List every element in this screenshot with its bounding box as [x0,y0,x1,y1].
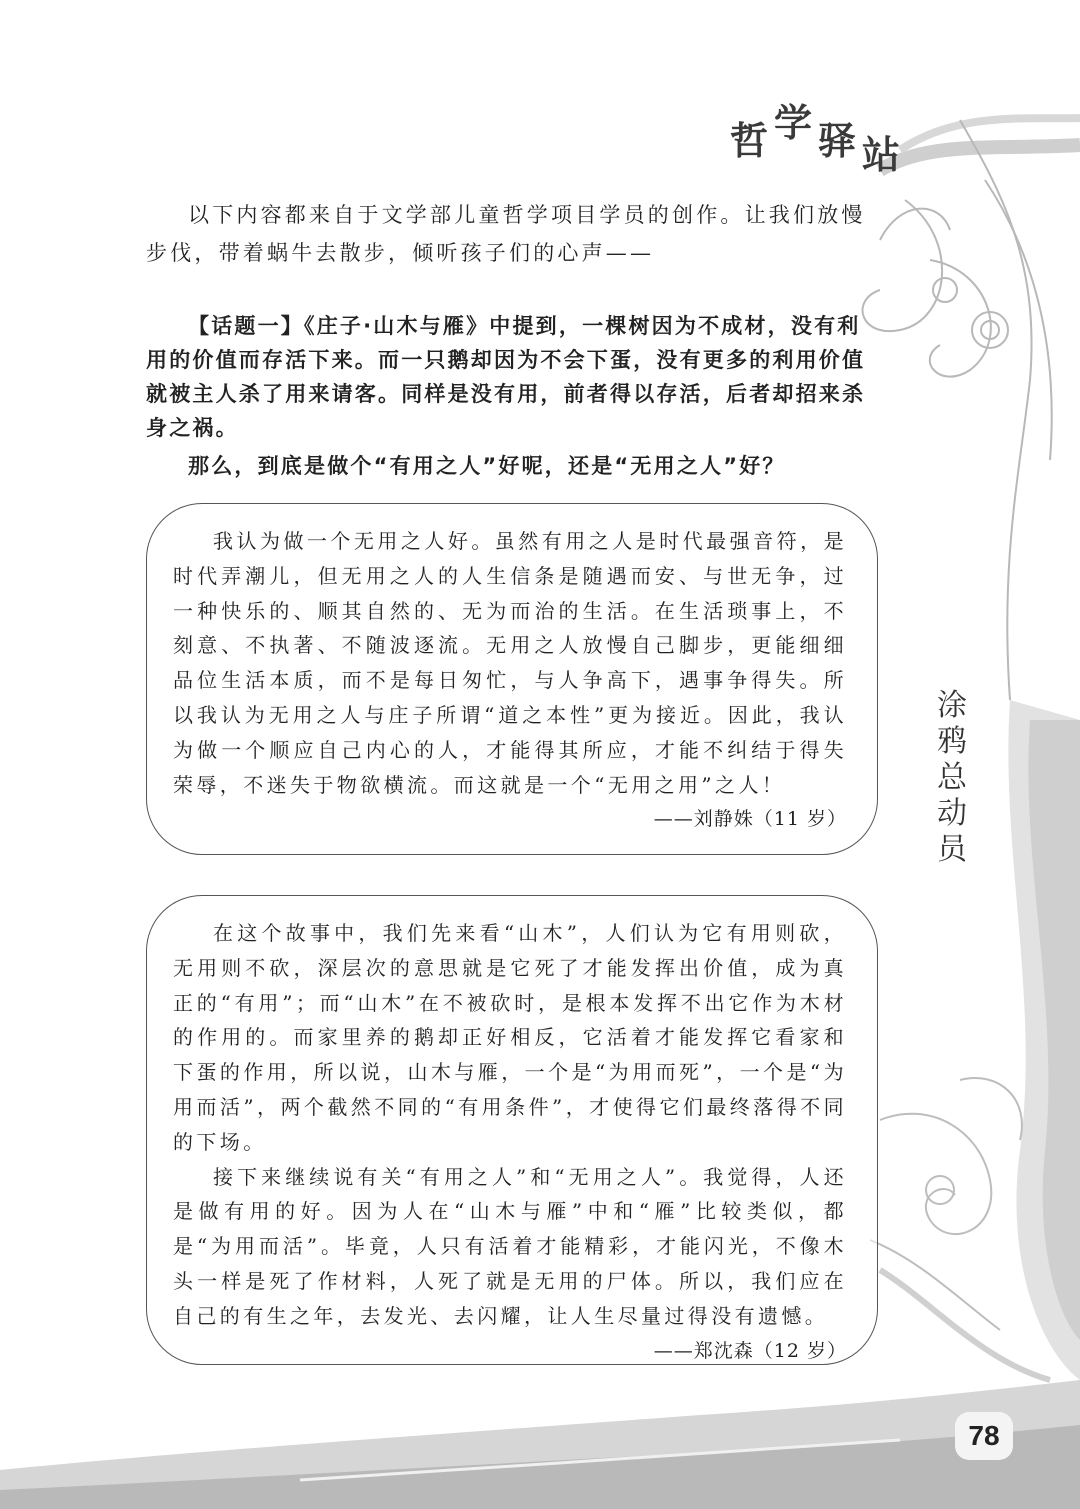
side-label-char: 总 [937,760,967,795]
essay-paragraph: 在这个故事中，我们先来看“山木”，人们认为它有用则砍，无用则不砍，深层次的意思就是它死了才能发挥出价值，成为真正的“有用”；而“山木”在不被砍时，是根本发挥不出它作为木材的作用的。而家里养的鹅却正好相反，它活着才能发挥它看家和下蛋的作用，所以说，山木与雁，一个是“为用而死”，一个是“为用而活”，两个截然不同的“有用条件”，才使得它们最终落得不同的下场。 [173,921,847,1154]
topic-question: 那么，到底是做个“有用之人”好呢，还是“无用之人”好？ [188,454,786,478]
essay-box-2 [146,895,878,1365]
topic-block [146,309,876,483]
topic-paragraph: 【话题一】《庄子·山木与雁》中提到，一棵树因为不成材，没有利用的价值而存活下来。而一只鹅却因为不会下蛋，没有更多的利用价值就被主人杀了用来请客。同样是没有用，前者得以存活，后者却招来杀身之祸。 [146,314,866,440]
intro-text: 以下内容都来自于文学部儿童哲学项目学员的创作。让我们放慢步伐，带着蜗牛去散步，倾听孩子们的心声—— [146,203,866,265]
essay-author: ——郑沈森（12 岁） [653,1339,847,1362]
essay-text [173,524,847,802]
side-label-char: 动 [937,796,967,831]
section-title-char: 站 [862,133,901,177]
side-label-char: 鸦 [937,724,967,759]
essay-box-1 [146,503,878,855]
section-title-char: 哲 [730,119,769,163]
side-label-char: 涂 [937,688,967,723]
page-number: 78 [955,1412,1013,1460]
section-title-char: 驿 [818,119,857,163]
essay-paragraph: 我认为做一个无用之人好。虽然有用之人是时代最强音符，是时代弄潮儿，但无用之人的人生信条是随遇而安、与世无争，过一种快乐的、顺其自然的、无为而治的生活。在生活琐事上，不刻意、不执著、不随波逐流。无用之人放慢自己脚步，更能细细品位生活本质，而不是每日匆忙，与人争高下，遇事争得失。所以我认为无用之人与庄子所谓“道之本性”更为接近。因此，我认为做一个顺应自己内心的人，才能得其所应，才能不纠结于得失荣辱，不迷失于物欲横流。而这就是一个“无用之用”之人！ [173,529,847,797]
essay-author: ——刘静姝（11 岁） [653,808,847,831]
intro-paragraph-block [146,196,876,272]
side-label-char: 员 [937,832,967,867]
section-title-char: 学 [774,101,813,145]
side-column-label [930,688,974,868]
section-title [722,92,902,177]
essay-paragraph: 接下来继续说有关“有用之人”和“无用之人”。我觉得，人还是做有用的好。因为人在“山木与雁”中和“雁”比较类似，都是“为用而活”。毕竟，人只有活着才能精彩，才能闪光，不像木头一样是死了作材料，人死了就是无用的尸体。所以，我们应在自己的有生之年，去发光、去闪耀，让人生尽量过得没有遗憾。 [173,1164,847,1328]
essay-text [173,916,847,1334]
